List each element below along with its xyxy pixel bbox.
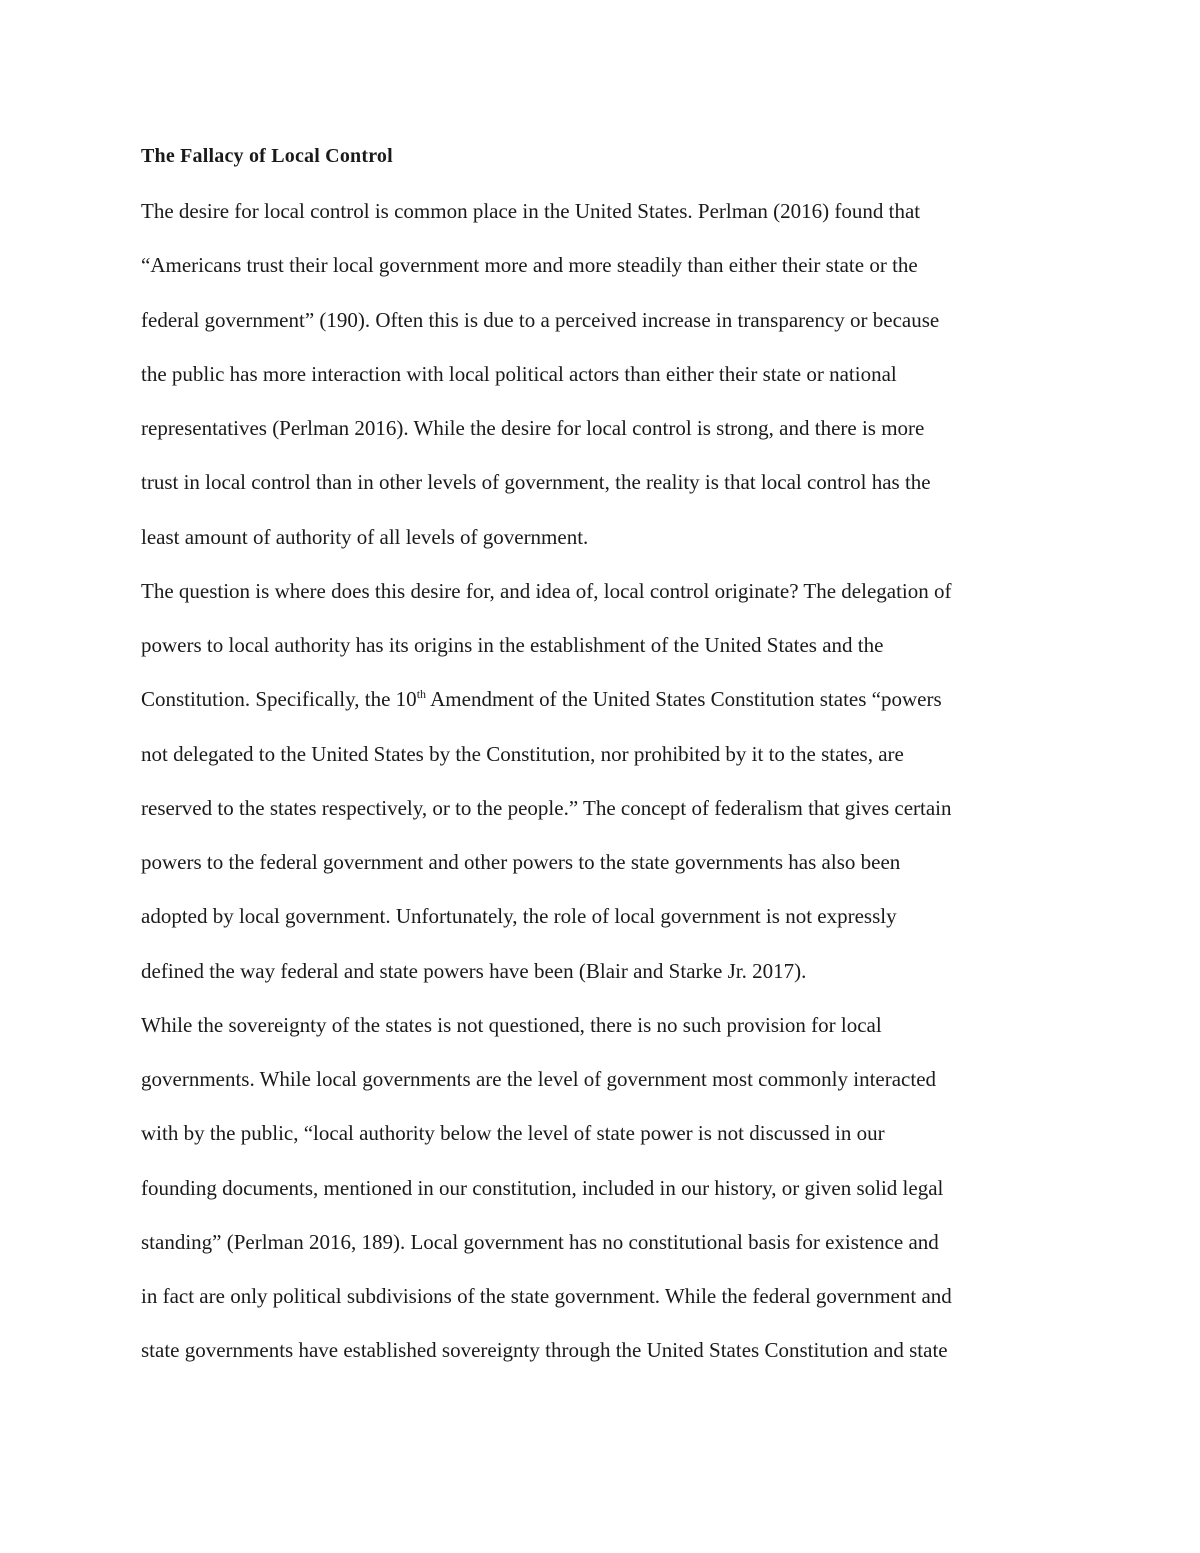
body-text-line: governments. While local governments are the level of government most commonly interacted bbox=[141, 1067, 937, 1091]
body-text-line: defined the way federal and state powers have been (Blair and Starke Jr. 2017). bbox=[141, 958, 807, 983]
body-text-line: powers to the federal government and other powers to the state governments has also been bbox=[141, 850, 901, 874]
body-text-segment: Amendment of the United States Constitution states “powers bbox=[426, 687, 942, 712]
body-text-line: The desire for local control is common place in the United States. Perlman (2016) found that bbox=[141, 199, 921, 223]
body-text-line: The question is where does this desire for, and idea of, local control originate? The delegation of bbox=[141, 578, 952, 603]
body-text-line: founding documents, mentioned in our constitution, included in our history, or given solid legal bbox=[141, 1175, 944, 1200]
body-text-line: reserved to the states respectively, or to the people.” The concept of federalism that gives certain bbox=[141, 795, 952, 820]
body-text-line: least amount of authority of all levels of government. bbox=[141, 524, 589, 549]
body-text-line: adopted by local government. Unfortunately, the role of local government is not expressly bbox=[141, 904, 897, 929]
body-text-line: “Americans trust their local government more and more steadily than either their state or the bbox=[141, 253, 918, 278]
ordinal-superscript: th bbox=[416, 687, 427, 702]
body-text-line: representatives (Perlman 2016). While the desire for local control is strong, and there is more bbox=[141, 416, 925, 440]
body-text-line: the public has more interaction with local political actors than either their state or national bbox=[141, 361, 897, 386]
body-text-line: powers to local authority has its origins in the establishment of the United States and the bbox=[141, 633, 884, 657]
body-text-line: state governments have established sovereignty through the United States Constitution and state bbox=[141, 1338, 948, 1363]
body-text-line: not delegated to the United States by the Constitution, nor prohibited by it to the states, are bbox=[141, 741, 904, 766]
body-text-line: standing” (Perlman 2016, 189). Local government has no constitutional basis for existence and bbox=[141, 1229, 939, 1254]
body-text-segment: Constitution. Specifically, the 10 bbox=[141, 687, 417, 712]
document-title: The Fallacy of Local Control bbox=[141, 145, 393, 167]
body-text-line bbox=[141, 685, 942, 713]
body-text-line: trust in local control than in other levels of government, the reality is that local control has the bbox=[141, 470, 931, 495]
body-text-line: While the sovereignty of the states is not questioned, there is no such provision for local bbox=[141, 1012, 882, 1037]
body-text-line: in fact are only political subdivisions of the state government. While the federal government and bbox=[141, 1284, 952, 1308]
body-text-line: federal government” (190). Often this is due to a perceived increase in transparency or because bbox=[141, 307, 940, 332]
body-text-line: with by the public, “local authority below the level of state power is not discussed in our bbox=[141, 1121, 885, 1146]
